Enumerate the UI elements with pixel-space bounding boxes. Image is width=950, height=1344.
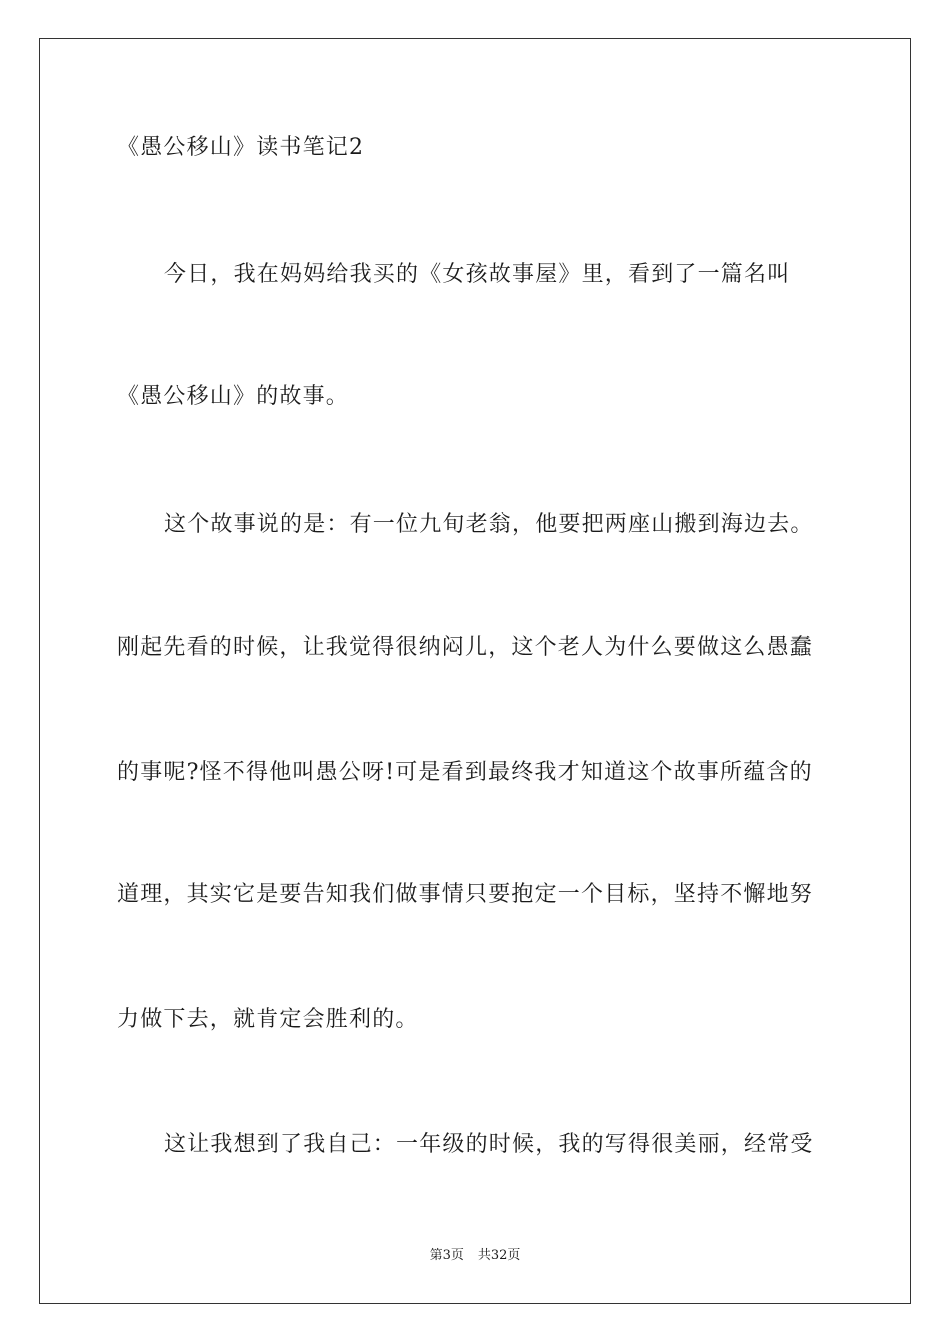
paragraph-2-line-5: 力做下去，就肯定会胜利的。 (117, 1007, 419, 1032)
paragraph-3-line-1: 这让我想到了我自己：一年级的时候，我的写得很美丽，经常受 (164, 1132, 814, 1157)
page-footer (0, 1244, 950, 1263)
paragraph-2-line-1: 这个故事说的是：有一位九旬老翁，他要把两座山搬到海边去。 (164, 512, 814, 537)
paragraph-2-line-2: 刚起先看的时候，让我觉得很纳闷儿，这个老人为什么要做这么愚蠢 (117, 635, 814, 660)
paragraph-2-line-4: 道理，其实它是要告知我们做事情只要抱定一个目标，坚持不懈地努 (117, 882, 814, 907)
paragraph-2-line-3: 的事呢?怪不得他叫愚公呀!可是看到最终我才知道这个故事所蕴含的 (117, 760, 813, 785)
document-title: 《愚公移山》读书笔记2 (117, 135, 365, 160)
paragraph-1-line-2: 《愚公移山》的故事。 (117, 384, 350, 409)
page-number: 第3页 (429, 1248, 464, 1263)
total-pages: 共32页 (477, 1248, 521, 1263)
paragraph-1-line-1: 今日，我在妈妈给我买的《女孩故事屋》里，看到了一篇名叫 (164, 262, 791, 287)
page-frame (39, 38, 911, 1304)
